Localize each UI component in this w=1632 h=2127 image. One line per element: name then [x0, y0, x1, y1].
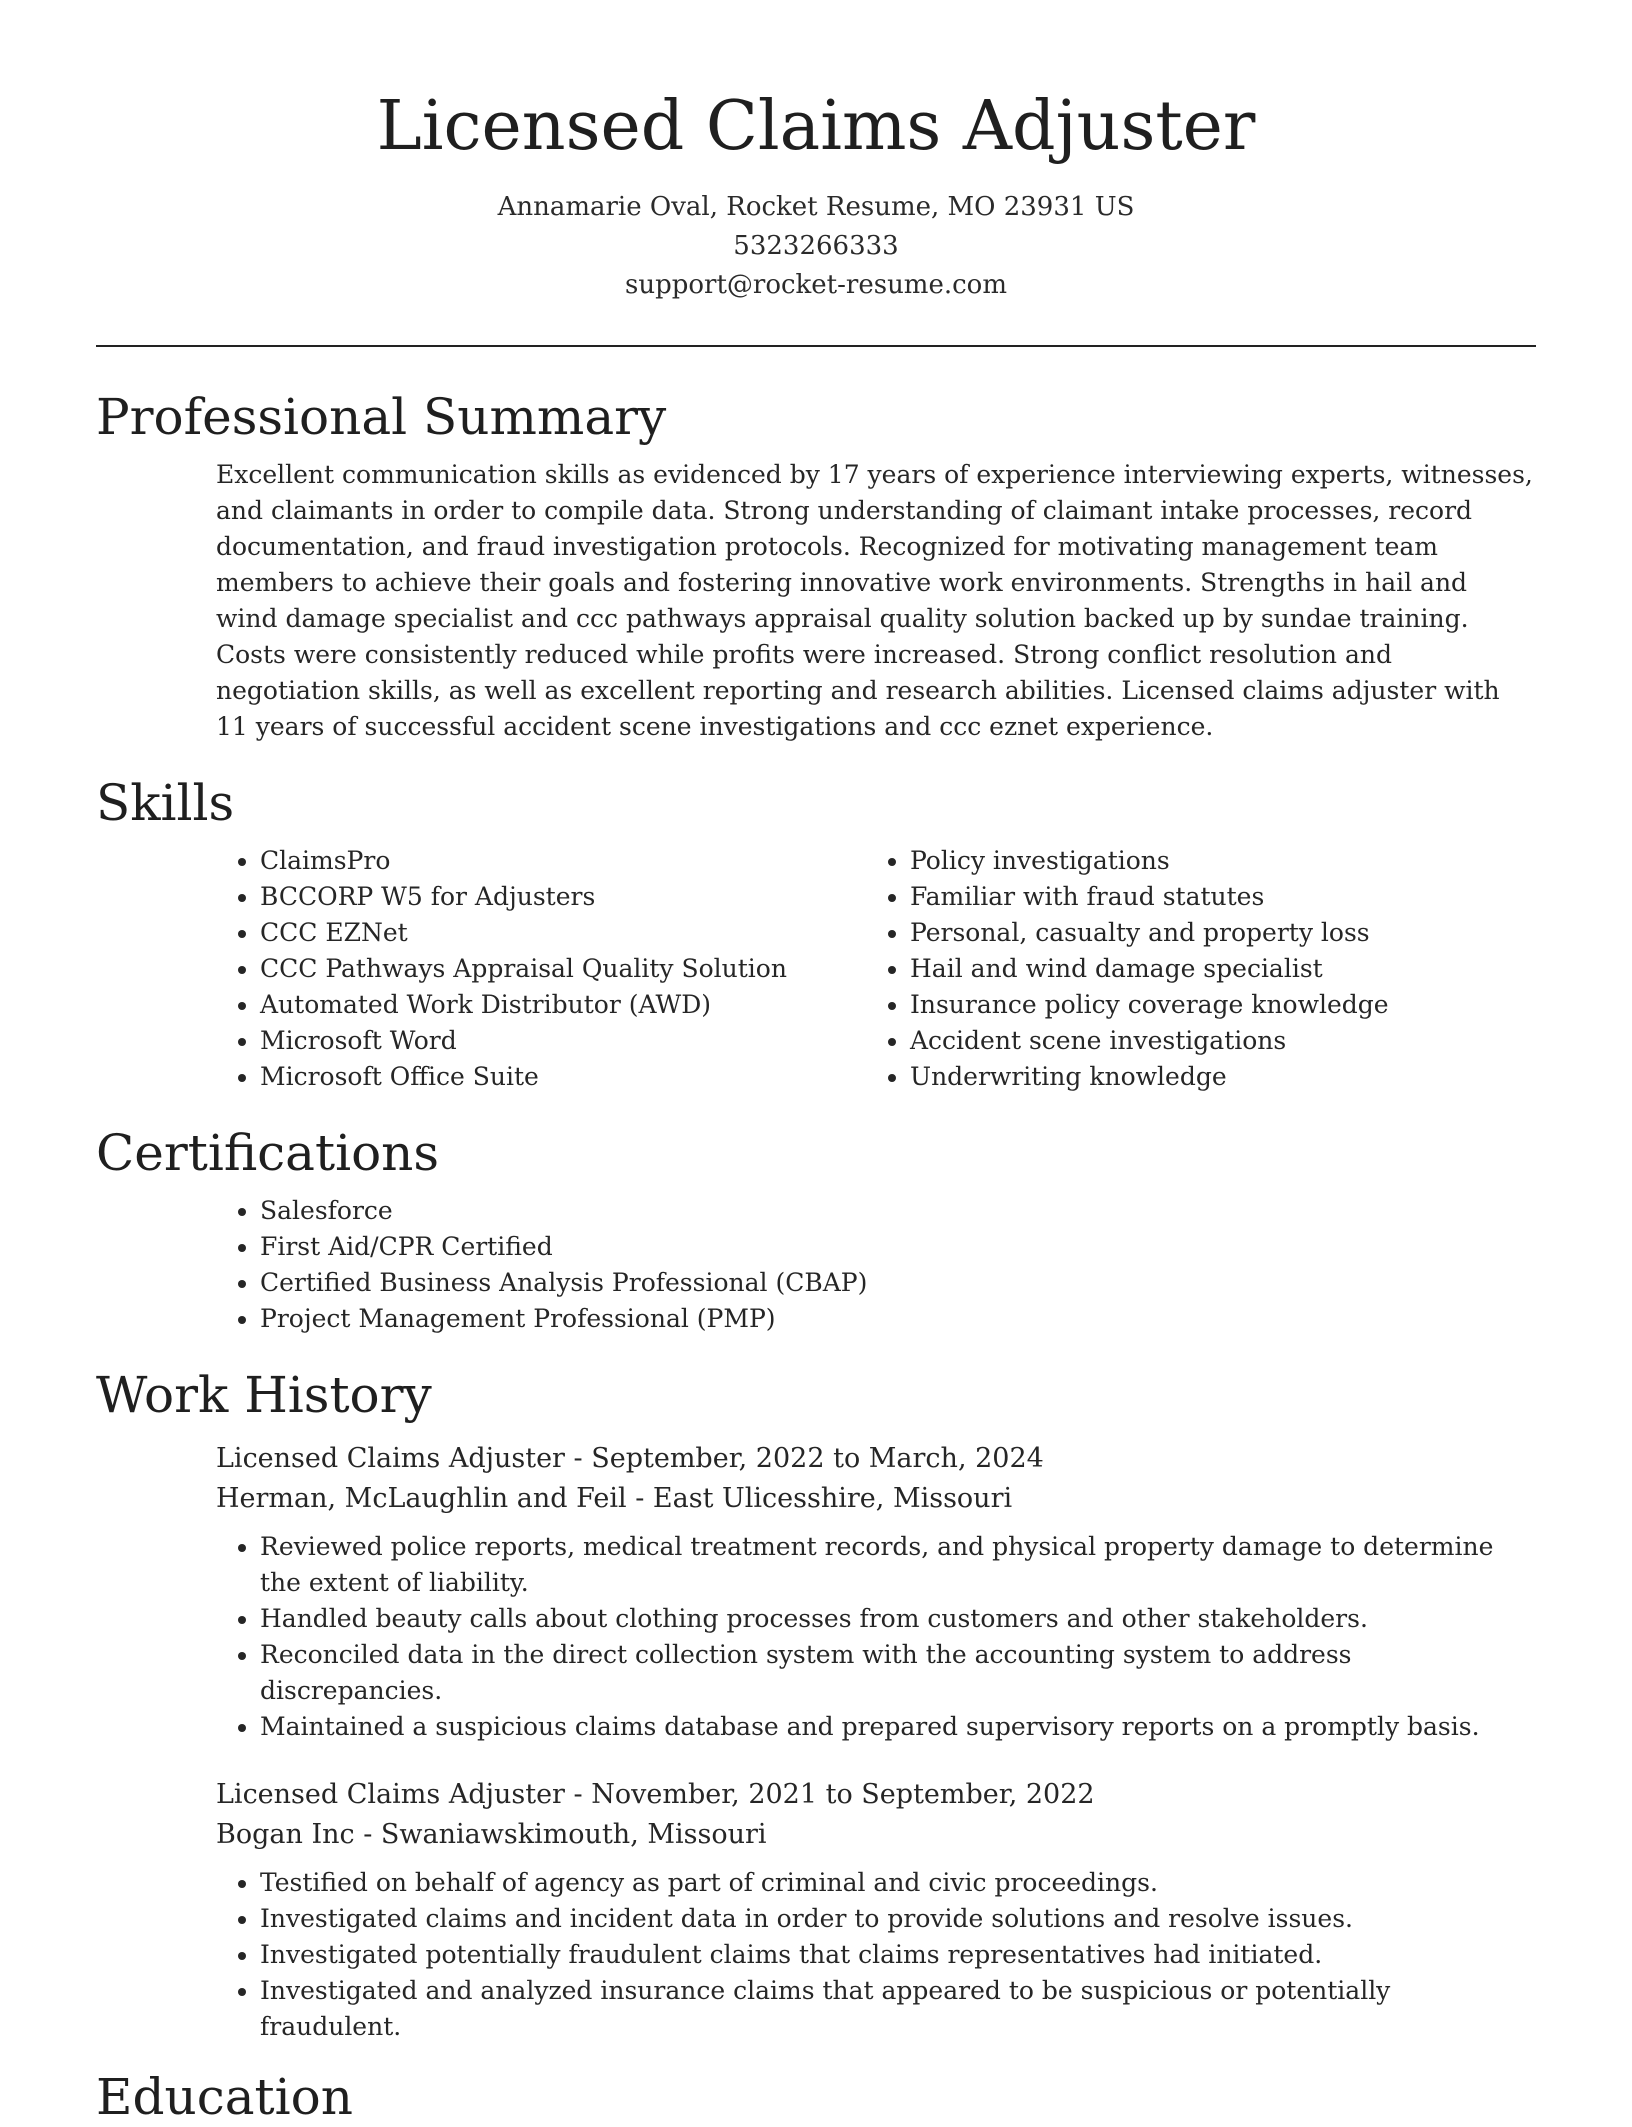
- skill-item: • Personal, casualty and property loss: [910, 915, 1526, 951]
- skills-columns: [216, 843, 1536, 1095]
- certifications-heading: Certifications: [96, 1124, 440, 1182]
- skill-item: • Automated Work Distributor (AWD): [260, 987, 866, 1023]
- education-heading: Education: [96, 2068, 353, 2126]
- skills-heading: Skills: [96, 774, 235, 832]
- job-title-line: Licensed Claims Adjuster - November, 2021 to September, 2022: [216, 1779, 1095, 1810]
- job-bullet: • Investigated and analyzed insurance claims that appeared to be suspicious or potentially fraudulent.: [260, 1973, 1536, 2045]
- summary-heading: Professional Summary: [96, 388, 667, 446]
- job-bullet: • Investigated potentially fraudulent claims that claims representatives had initiated.: [260, 1937, 1536, 1973]
- job-bullet: • Testified on behalf of agency as part of criminal and civic proceedings.: [260, 1865, 1536, 1901]
- skill-item: • Hail and wind damage specialist: [910, 951, 1526, 987]
- resume-page: [96, 0, 1536, 2127]
- job-bullet: • Reconciled data in the direct collection system with the accounting system to address discrepancies.: [260, 1637, 1536, 1709]
- skill-item: • Insurance policy coverage knowledge: [910, 987, 1526, 1023]
- contact-address: Annamarie Oval, Rocket Resume, MO 23931 US: [497, 192, 1135, 222]
- skill-item: • Microsoft Office Suite: [260, 1059, 866, 1095]
- skill-item: • ClaimsPro: [260, 843, 866, 879]
- resume-title: Licensed Claims Adjuster: [376, 87, 1256, 166]
- contact-phone: 5323266333: [733, 231, 899, 261]
- job-entry: [216, 1439, 1536, 1745]
- skill-item: • Microsoft Word: [260, 1023, 866, 1059]
- certification-item: • First Aid/CPR Certified: [260, 1229, 1536, 1265]
- skill-item: • Policy investigations: [910, 843, 1526, 879]
- certification-item: • Project Management Professional (PMP): [260, 1301, 1536, 1337]
- job-company-line: Bogan Inc - Swaniawskimouth, Missouri: [216, 1819, 767, 1850]
- header-divider: [96, 345, 1536, 347]
- job-company-line: Herman, McLaughlin and Feil - East Ulicesshire, Missouri: [216, 1483, 1013, 1514]
- skill-item: • Familiar with fraud statutes: [910, 879, 1526, 915]
- contact-block: [96, 188, 1536, 305]
- skill-item: • BCCORP W5 for Adjusters: [260, 879, 866, 915]
- skill-item: • Accident scene investigations: [910, 1023, 1526, 1059]
- skill-item: • Underwriting knowledge: [910, 1059, 1526, 1095]
- job-bullet: • Reviewed police reports, medical treatment records, and physical property damage to determine the extent of liability.: [260, 1529, 1536, 1601]
- skill-item: • CCC Pathways Appraisal Quality Solution: [260, 951, 866, 987]
- job-bullet: • Maintained a suspicious claims database and prepared supervisory reports on a promptly basis.: [260, 1709, 1536, 1745]
- job-title-line: Licensed Claims Adjuster - September, 2022 to March, 2024: [216, 1443, 1044, 1474]
- certifications-list: [216, 1193, 1536, 1337]
- job-bullet: • Investigated claims and incident data in order to provide solutions and resolve issues.: [260, 1901, 1536, 1937]
- skills-left-column: [216, 843, 866, 1095]
- skills-right-column: [866, 843, 1526, 1095]
- certification-item: • Certified Business Analysis Professional (CBAP): [260, 1265, 1536, 1301]
- skill-item: • CCC EZNet: [260, 915, 866, 951]
- work-history-heading: Work History: [96, 1366, 432, 1424]
- job-entry: [216, 1775, 1536, 2045]
- job-bullet: • Handled beauty calls about clothing processes from customers and other stakeholders.: [260, 1601, 1536, 1637]
- summary-text: Excellent communication skills as evidenced by 17 years of experience interviewing experts, witnesses, and claimants in order to compile data. Strong understanding of claimant intake processes, record documentation, and fraud investigation protocols. Recognized for motivating management team members to achieve their goals and fostering innovative work environments. Strengths in hail and wind damage specialist and ccc pathways appraisal quality solution backed up by sundae training. Costs were consistently reduced while profits were increased. Strong conflict resolution and negotiation skills, as well as excellent reporting and research abilities. Licensed claims adjuster with 11 years of successful accident scene investigations and ccc eznet experience.: [216, 460, 1533, 741]
- contact-email: support@rocket-resume.com: [624, 270, 1007, 300]
- certification-item: • Salesforce: [260, 1193, 1536, 1229]
